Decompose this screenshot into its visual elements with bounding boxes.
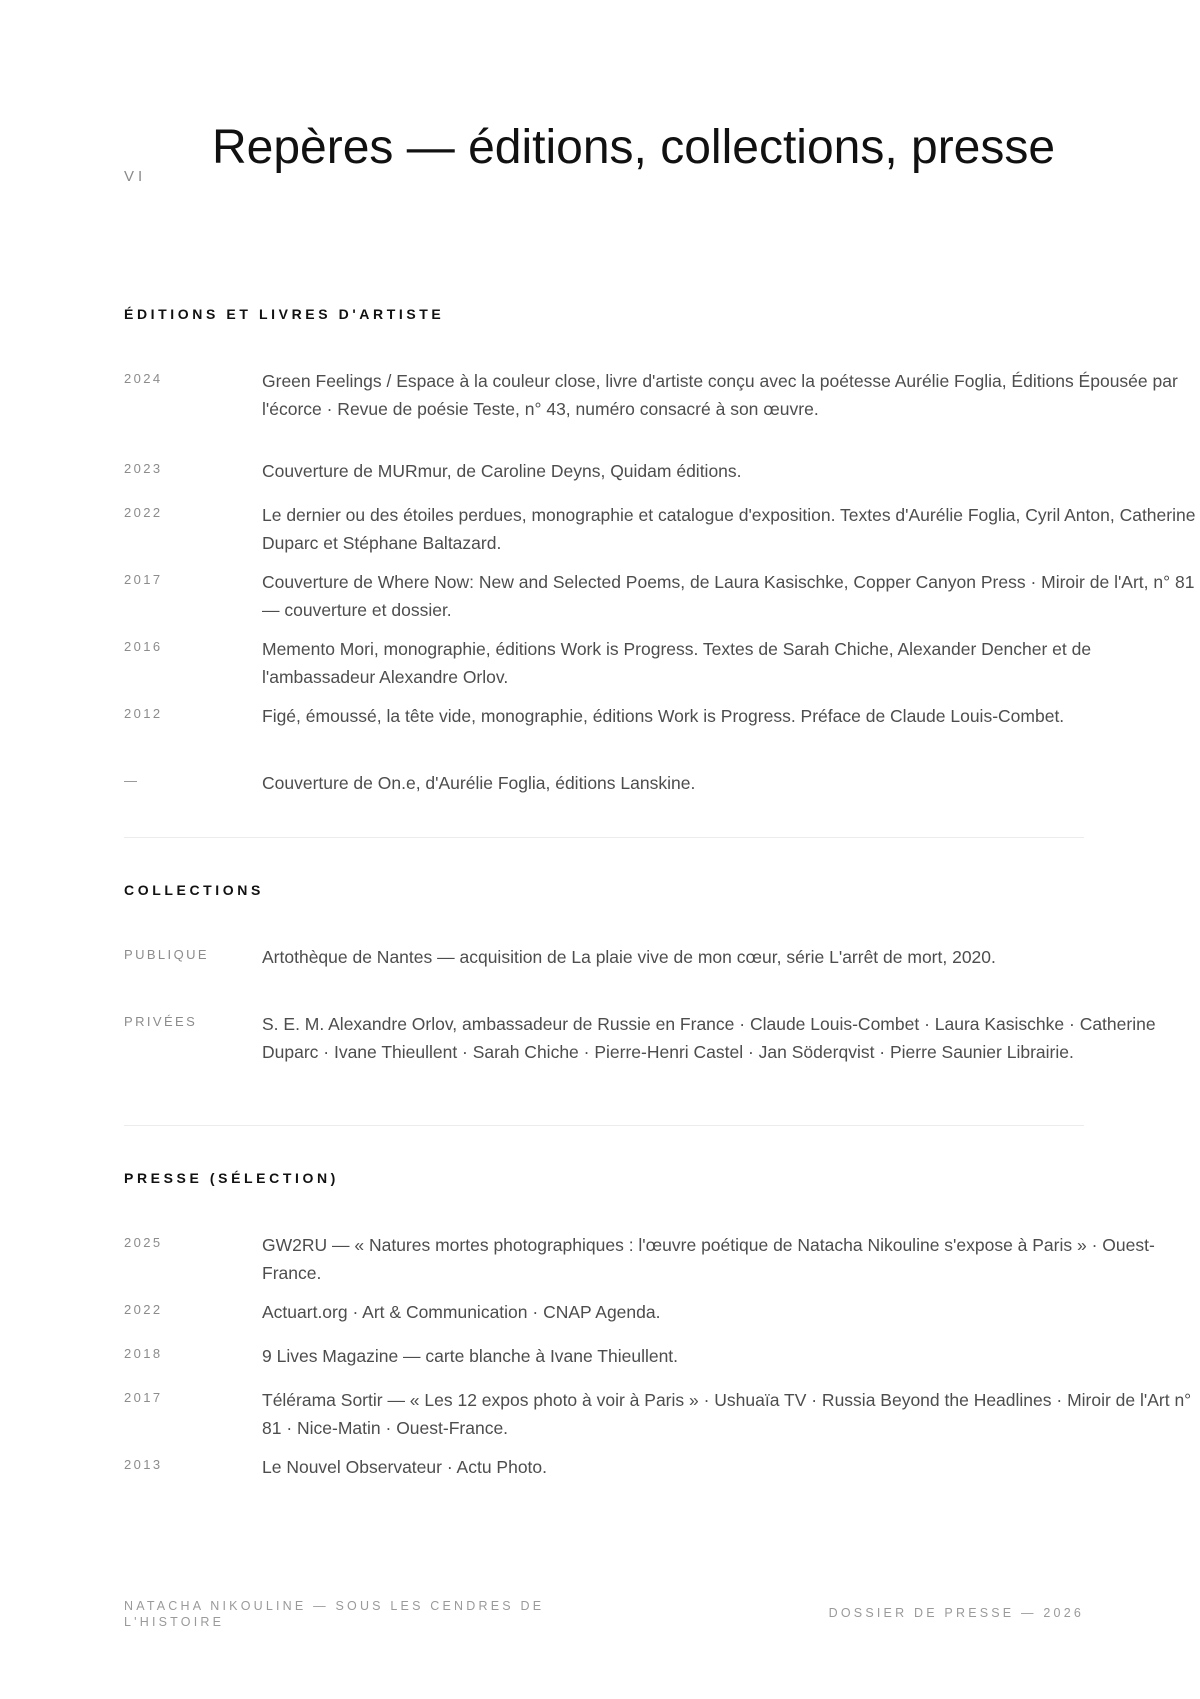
- entry-text: Memento Mori, monographie, éditions Work is Progress. Textes de Sarah Chiche, Alexander Dencher et de l'ambassadeur Alexandre Orlov.: [262, 639, 1092, 687]
- section-heading-press: PRESSE (SÉLECTION): [124, 1170, 339, 1186]
- section-heading-editions: ÉDITIONS ET LIVRES D'ARTISTE: [124, 306, 445, 322]
- footer-document-info: DOSSIER DE PRESSE — 2026: [828, 1606, 1084, 1620]
- entry-text: GW2RU — « Natures mortes photographiques : l'œuvre poétique de Natacha Nikouline s'expose à Paris » · Ouest-France.: [262, 1235, 1155, 1283]
- entry-year: 2022: [124, 505, 163, 520]
- entry-category: PRIVÉES: [124, 1014, 198, 1029]
- entry-text: Le Nouvel Observateur · Actu Photo.: [262, 1457, 548, 1477]
- entry-year: 2018: [124, 1346, 163, 1361]
- entry-year: 2013: [124, 1457, 163, 1472]
- section-divider: [124, 1125, 1084, 1126]
- entry-text: Télérama Sortir — « Les 12 expos photo à voir à Paris » · Ushuaïa TV · Russia Beyond the Headlines · Miroir de l'Art n° 81 · Nice-Matin · Ouest-France.: [262, 1390, 1192, 1438]
- entry-year: 2022: [124, 1302, 163, 1317]
- page-title: Repères — éditions, collections, presse: [212, 121, 1056, 174]
- entry-year: 2024: [124, 371, 163, 386]
- entry-text: Couverture de On.e, d'Aurélie Foglia, éditions Lanskine.: [262, 773, 696, 793]
- entry-text: Green Feelings / Espace à la couleur close, livre d'artiste conçu avec la poétesse Aurélie Foglia, Éditions Épousée par l'écorce · Revue de poésie Teste, n° 43, numéro consacré à son œuvre.: [262, 371, 1178, 419]
- section-editions: [124, 306, 1196, 793]
- chapter-number: VI: [124, 168, 147, 185]
- entry-text: Couverture de MURmur, de Caroline Deyns, Quidam éditions.: [262, 461, 742, 481]
- entry-year: 2017: [124, 1390, 163, 1405]
- entry-year: 2016: [124, 639, 163, 654]
- entry-text: Actuart.org · Art & Communication · CNAP Agenda.: [262, 1302, 661, 1322]
- entry-text: Couverture de Where Now: New and Selected Poems, de Laura Kasischke, Copper Canyon Press · Miroir de l'Art, n° 81 — couverture et dossier.: [262, 572, 1195, 620]
- section-collections: [124, 882, 1156, 1062]
- entry-text: Le dernier ou des étoiles perdues, monographie et catalogue d'exposition. Textes d'Aurélie Foglia, Cyril Anton, Catherine Duparc et Stéphane Baltazard.: [262, 505, 1196, 553]
- entry-year: —: [124, 773, 140, 788]
- entry-text: Figé, émoussé, la tête vide, monographie, éditions Work is Progress. Préface de Claude Louis-Combet.: [262, 706, 1065, 726]
- section-heading-collections: COLLECTIONS: [124, 882, 264, 898]
- entry-year: 2025: [124, 1235, 163, 1250]
- entry-year: 2017: [124, 572, 163, 587]
- entry-text: 9 Lives Magazine — carte blanche à Ivane Thieullent.: [262, 1346, 679, 1366]
- entry-category: PUBLIQUE: [124, 947, 209, 962]
- section-divider: [124, 837, 1084, 838]
- entry-year: 2023: [124, 461, 163, 476]
- footer-title: NATACHA NIKOULINE — SOUS LES CENDRES DE L'HISTOIRE: [124, 1599, 545, 1629]
- section-press: [124, 1170, 1192, 1477]
- entry-year: 2012: [124, 706, 163, 721]
- entry-text: S. E. M. Alexandre Orlov, ambassadeur de Russie en France · Claude Louis-Combet · Laura Kasischke · Catherine Duparc · Ivane Thieullent · Sarah Chiche · Pierre-Henri Castel · Jan Söderqvist · Pierre Saunier Librairie.: [262, 1014, 1156, 1062]
- entry-text: Artothèque de Nantes — acquisition de La plaie vive de mon cœur, série L'arrêt de mort, 2020.: [262, 947, 996, 967]
